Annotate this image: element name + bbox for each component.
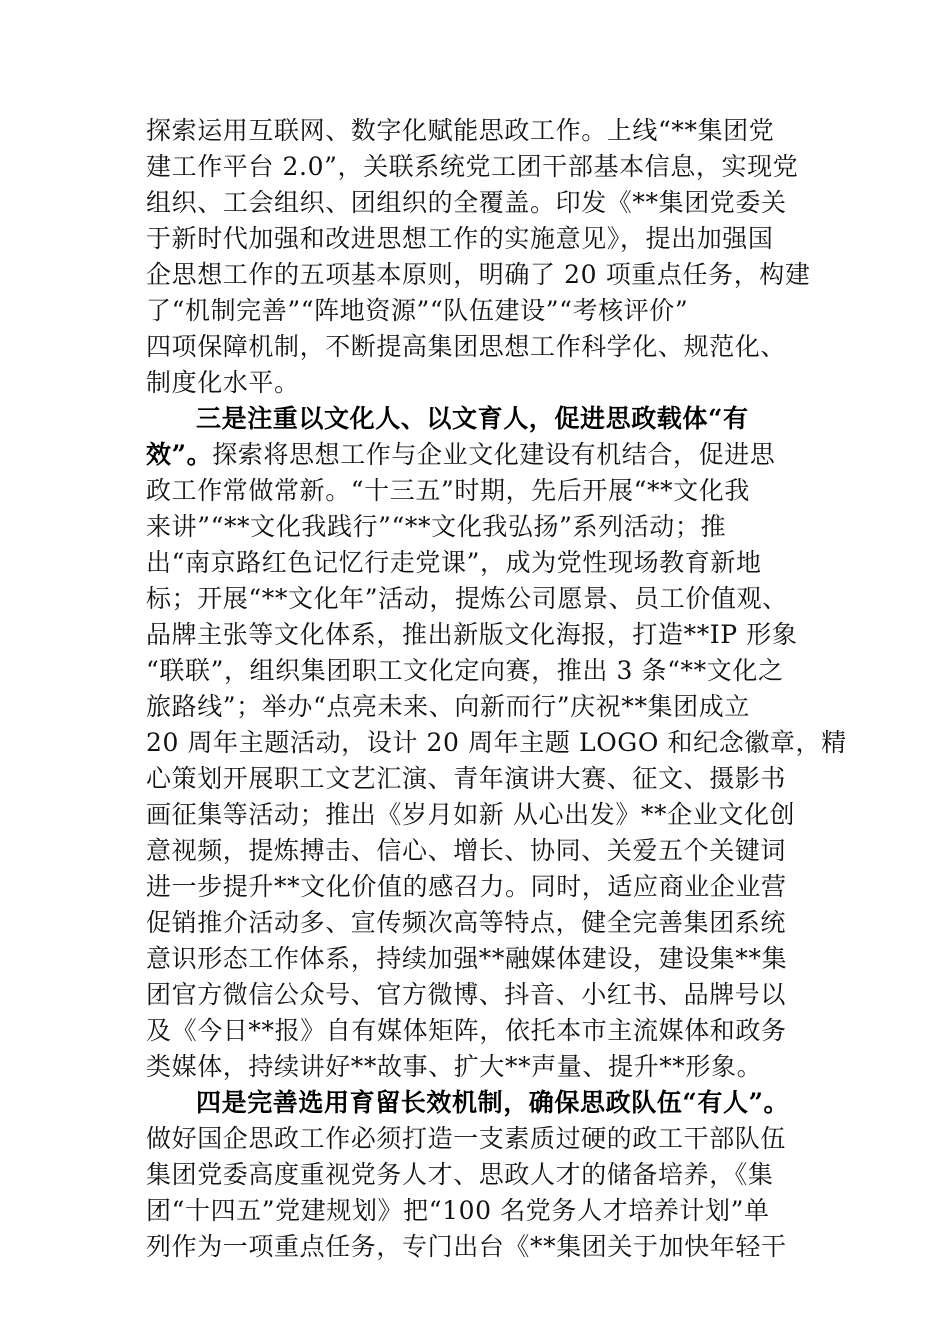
text-line: 类媒体，持续讲好**故事、扩大**声量、提升**形象。	[146, 1052, 763, 1081]
text-line: 了“机制完善”“阵地资源”“队伍建设”“考核评价”	[146, 296, 689, 325]
text-line	[146, 440, 816, 470]
section-heading: 四是完善选用育留长效机制，确保思政队伍“有人”。	[196, 1088, 790, 1117]
text-line: 标；开展“**文化年”活动，提炼公司愿景、员工价值观、	[146, 584, 788, 613]
section-heading: 三是注重以文化人、以文育人，促进思政载体“有	[196, 404, 749, 433]
text-line: 进一步提升**文化价值的感召力。同时，适应商业企业营	[146, 872, 787, 901]
text-line: 集团党委高度重视党务人才、思政人才的储备培养，《集	[146, 1160, 774, 1189]
text-line: 团官方微信公众号、官方微博、抖音、小红书、品牌号以	[146, 980, 787, 1009]
text-line: 政工作常做常新。“十三五”时期，先后开展“**文化我	[146, 476, 750, 505]
text-line: 团“十四五”党建规划》把“100 名党务人才培养计划”单	[146, 1196, 770, 1225]
text-line: 探索运用互联网、数字化赋能思政工作。上线“**集团党	[146, 116, 775, 145]
text-line: 建工作平台 2.0”，关联系统党工团干部基本信息，实现党	[146, 152, 799, 181]
text-line: 意视频，提炼搏击、信心、增长、协同、关爱五个关键词	[146, 836, 787, 865]
text-line: 列作为一项重点任务，专门出台《**集团关于加快年轻干	[146, 1232, 787, 1261]
text-line: 四项保障机制，不断提高集团思想工作科学化、规范化、	[146, 332, 787, 361]
text-line: 制度化水平。	[146, 368, 300, 397]
text-line: 旅路线”；举办“点亮未来、向新而行”庆祝**集团成立	[146, 692, 750, 721]
text-line: 来讲”“**文化我践行”“**文化我弘扬”系列活动；推	[146, 512, 727, 541]
text-line: 出“南京路红色记忆行走党课”，成为党性现场教育新地	[146, 548, 762, 577]
text-line: 意识形态工作体系，持续加强**融媒体建设，建设集**集	[146, 944, 788, 973]
text-line: 品牌主张等文化体系，推出新版文化海报，打造**IP 形象	[146, 620, 798, 649]
text-line: 做好国企思政工作必须打造一支素质过硬的政工干部队伍	[146, 1124, 787, 1153]
text-line-rest: 探索将思想工作与企业文化建设有机结合，促进思	[212, 440, 776, 469]
text-line: 20 周年主题活动，设计 20 周年主题 LOGO 和纪念徽章，精	[146, 728, 847, 757]
section-heading-end: 效”。	[146, 440, 213, 469]
text-line: “联联”，组织集团职工文化定向赛，推出 3 条“**文化之	[146, 656, 784, 685]
text-line: 及《今日**报》自有媒体矩阵，依托本市主流媒体和政务	[146, 1016, 787, 1045]
text-line: 心策划开展职工文艺汇演、青年演讲大赛、征文、摄影书	[146, 764, 787, 793]
text-line: 于新时代加强和改进思想工作的实施意见》，提出加强国	[146, 224, 774, 253]
text-line: 企思想工作的五项基本原则，明确了 20 项重点任务，构建	[146, 260, 811, 289]
text-line: 组织、工会组织、团组织的全覆盖。印发《**集团党委关	[146, 188, 787, 217]
text-line: 促销推介活动多、宣传频次高等特点，健全完善集团系统	[146, 908, 787, 937]
text-line: 画征集等活动；推出《岁月如新 从心出发》**企业文化创	[146, 800, 796, 829]
